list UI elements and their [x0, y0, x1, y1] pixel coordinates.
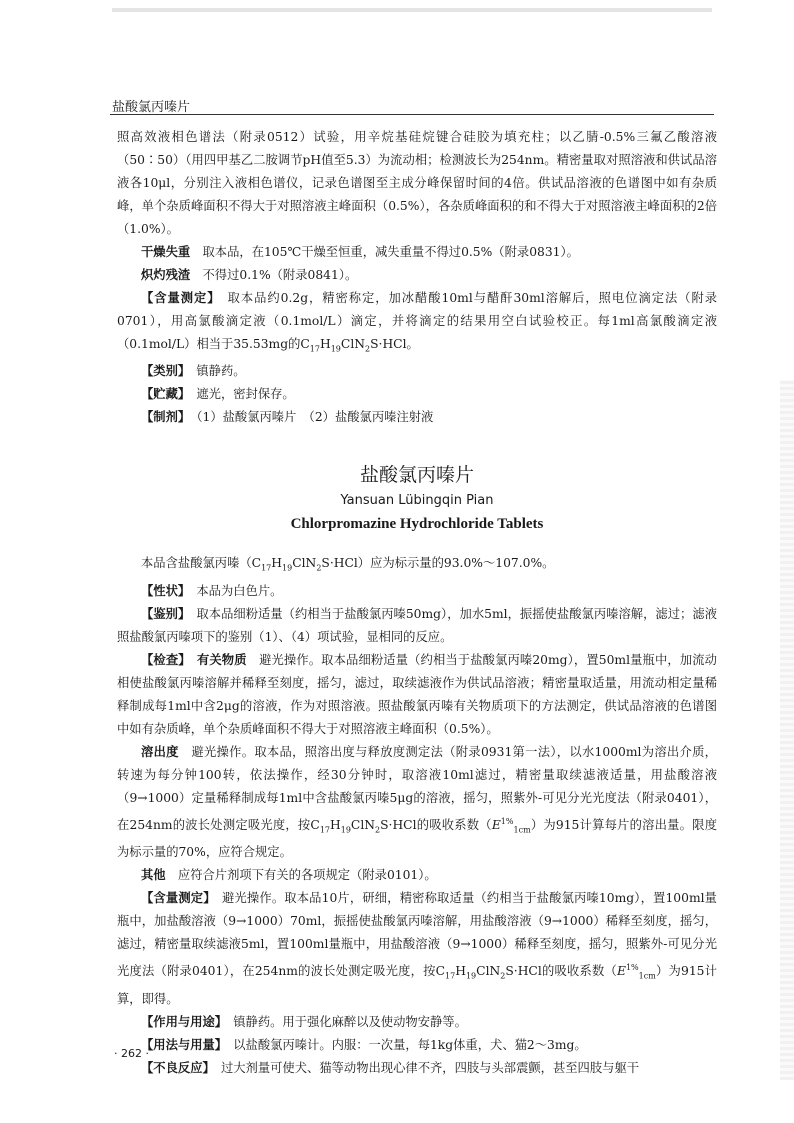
section-label: 【鉴别】 — [141, 606, 185, 621]
paragraph — [117, 552, 717, 579]
text-run: 2 — [375, 825, 381, 835]
subsection-label: 炽灼残渣 — [141, 268, 191, 282]
text-run: 17 — [445, 972, 456, 981]
paragraph — [117, 1034, 717, 1057]
section-label: 【含量测定】 — [141, 891, 210, 906]
text-run: ）为915计算每片的溶出量。限度为标示量的70%，应符合规定。 — [117, 818, 717, 860]
section-label: 【含量测定】 — [141, 291, 215, 305]
text-run: 2 — [316, 563, 322, 573]
header-rule — [110, 114, 714, 115]
text-run: ClN — [350, 818, 376, 832]
section-label: 【贮藏】 — [141, 387, 185, 402]
text-run: ）为915计算，即得。 — [117, 964, 717, 1006]
text-run: 避光操作。取本品10片，研细，精密称取适量（约相当于盐酸氯丙嗪10mg），置100ml量瓶中，加盐酸溶液（9→1000）70ml，振摇使盐酸氯丙嗪溶解，用盐酸溶液（9→1000）稀释至刻度，摇匀，滤过，精密量取续滤液5ml，置100ml量瓶中，用盐酸溶液（9→1000）稀释至刻度，摇匀，照紫外-可见分光光度法（附录0401），在254nm的波长处测定吸光度，按C — [117, 891, 717, 979]
text-run: H — [271, 556, 283, 571]
text-run: 17 — [319, 825, 330, 835]
running-header: 盐酸氯丙嗪片 — [112, 100, 191, 115]
text-run: 镇静药。用于强化麻醉以及使动物安静等。 — [220, 1015, 467, 1029]
text-run: 1% — [625, 963, 639, 973]
section-label: 【作用与用途】 — [141, 1015, 221, 1029]
subsection-label: 溶出度 — [141, 744, 179, 759]
text-run: 照高效液相色谱法（附录0512）试验，用辛烷基硅烷键合硅胶为填充柱；以乙腈-0.5%三氟乙酸溶液（50∶50）（用四甲基乙二胺调节pH值至5.3）为流动相；检测波长为254nm。精密量取对照溶液和供试品溶液各10μl，分别注入液相色谱仪，记录色谱图至主成分峰保留时间的4倍。供试品溶液的色谱图中如有杂质峰，单个杂质峰面积不得大于对照溶液主峰面积（0.5%），各杂质峰面积的和不得大于对照溶液主峰面积的2倍（1.0%）。 — [117, 130, 717, 236]
text-run: 17 — [261, 563, 272, 573]
text-run: 遮光，密封保存。 — [184, 387, 295, 402]
paragraph — [117, 603, 717, 649]
text-run: 19 — [282, 563, 293, 573]
text-run: 避光操作。取本品，照溶出度与释放度测定法（附录0931第一法），以水1000ml为溶出介质，转速为每分钟100转，依法操作，经30分钟时，取溶液10ml滤过，精密量取续滤液适量，用盐酸溶液（9→1000）定量稀释制成每1ml中含盐酸氯丙嗪5μg的溶液，摇匀，照紫外-可见分光光度法（附录0401），在254nm的波长处测定吸光度，按C — [117, 744, 717, 832]
text-run: 19 — [465, 972, 477, 981]
text-run: ClN — [340, 337, 366, 351]
text-run: 取本品约0.2g，精密称定，加冰醋酸10ml与醋酐30ml溶解后，照电位滴定法（附录0701），用高氯酸滴定液（0.1mol/L）滴定，并将滴定的结果用空白试验校正。每1ml高氯酸滴定液（0.1mol/L）相当于35.53mg的C — [117, 291, 717, 351]
paragraph — [117, 406, 717, 429]
paragraph — [117, 741, 717, 865]
text-run: S·HCl。 — [370, 337, 419, 351]
text-run: S·HCl的吸收系数（ — [380, 818, 492, 832]
subsection-label: 其他 — [141, 868, 166, 883]
section-label: 【类别】 — [141, 364, 185, 379]
text-run: 以盐酸氯丙嗪计。内服：一次量，每1kg体重，犬、猫2～3mg。 — [220, 1038, 587, 1052]
paragraph — [117, 1057, 717, 1080]
text-run: 1cm — [638, 972, 656, 981]
text-run: 应符合片剂项下有关的各项规定（附录0101）。 — [165, 868, 437, 883]
text-run: 19 — [330, 344, 341, 354]
scan-edge-band — [780, 380, 794, 1080]
text-run: 镇静药。 — [184, 364, 246, 379]
paragraph — [117, 360, 717, 383]
section-label: 【用法与用量】 — [141, 1038, 221, 1052]
section-label: 【性状】 — [141, 583, 185, 598]
text-run: ClN — [292, 556, 317, 571]
text-run: （1）盐酸氯丙嗪片 （2）盐酸氯丙嗪注射液 — [184, 410, 434, 425]
paragraph — [117, 580, 717, 603]
title-en: Chlorpromazine Hydrochloride Tablets — [290, 516, 544, 533]
text-run: 本品为白色片。 — [184, 583, 283, 598]
section-label: 【检查】 — [141, 652, 185, 667]
paragraph — [117, 1011, 717, 1034]
text-run: 19 — [340, 825, 351, 835]
paragraph — [117, 864, 717, 887]
paragraph — [117, 887, 717, 1011]
page-number: · 262 · — [114, 1047, 149, 1060]
top-scan-bar — [112, 8, 712, 12]
text-run: 2 — [365, 344, 371, 354]
text-run: 过大剂量可使犬、猫等动物出现心律不齐，四肢与头部震颤，甚至四肢与躯干 — [208, 1061, 640, 1075]
text-run: 不得过0.1%（附录0841）。 — [190, 268, 358, 282]
text-run: ClN — [476, 964, 501, 979]
text-run: H — [455, 964, 466, 979]
section-label: 【制剂】 — [141, 410, 185, 425]
text-run: 2 — [500, 972, 506, 981]
text-run: H — [319, 337, 331, 351]
paragraph — [117, 241, 717, 264]
text-run: 本品含盐酸氯丙嗪（C — [141, 556, 262, 571]
text-run: 取本品，在105℃干燥至恒重，减失重量不得过0.5%（附录0831）。 — [190, 245, 579, 259]
text-run: 1% — [500, 816, 514, 826]
paragraph — [117, 126, 717, 241]
text-run: 避光操作。取本品细粉适量（约相当于盐酸氯丙嗪20mg），置50ml量瓶中，加流动相使盐酸氯丙嗪溶解并稀释至刻度，摇匀，滤过，取续滤液作为供试品溶液；精密量取适量，用流动相定量稀释制成每1ml中含2μg的溶液，作为对照溶液。照盐酸氯丙嗪有关物质项下的方法测定，供试品溶液的色谱图中如有杂质峰，单个杂质峰面积不得大于对照溶液主峰面积（0.5%）。 — [117, 652, 717, 736]
title-zh: 盐酸氯丙嗪片 — [359, 464, 474, 487]
text-run — [185, 653, 197, 667]
subsection-label: 干燥失重 — [141, 245, 191, 259]
paragraph — [117, 383, 717, 406]
title-py: Yansuan Lübingqin Pian — [340, 493, 494, 509]
subsection-label: 有关物质 — [196, 652, 247, 667]
section-label: 【不良反应】 — [141, 1061, 209, 1075]
page-body — [117, 126, 717, 1080]
text-run: 取本品细粉适量（约相当于盐酸氯丙嗪50mg），加水5ml，振摇使盐酸氯丙嗪溶解，滤过；滤液照盐酸氯丙嗪项下的鉴别（1）、（4）项试验，显相同的反应。 — [117, 606, 717, 644]
text-run: 1cm — [513, 825, 531, 835]
paragraph — [117, 287, 717, 360]
text-run: E — [491, 818, 501, 832]
text-run: S·HCl）应为标示量的93.0%～107.0%。 — [321, 556, 555, 571]
text-run: 17 — [309, 344, 320, 354]
text-run: S·HCl的吸收系数（ — [505, 964, 617, 979]
paragraph — [117, 649, 717, 741]
text-run: E — [616, 964, 626, 979]
text-run: H — [330, 818, 341, 832]
paragraph — [117, 264, 717, 287]
